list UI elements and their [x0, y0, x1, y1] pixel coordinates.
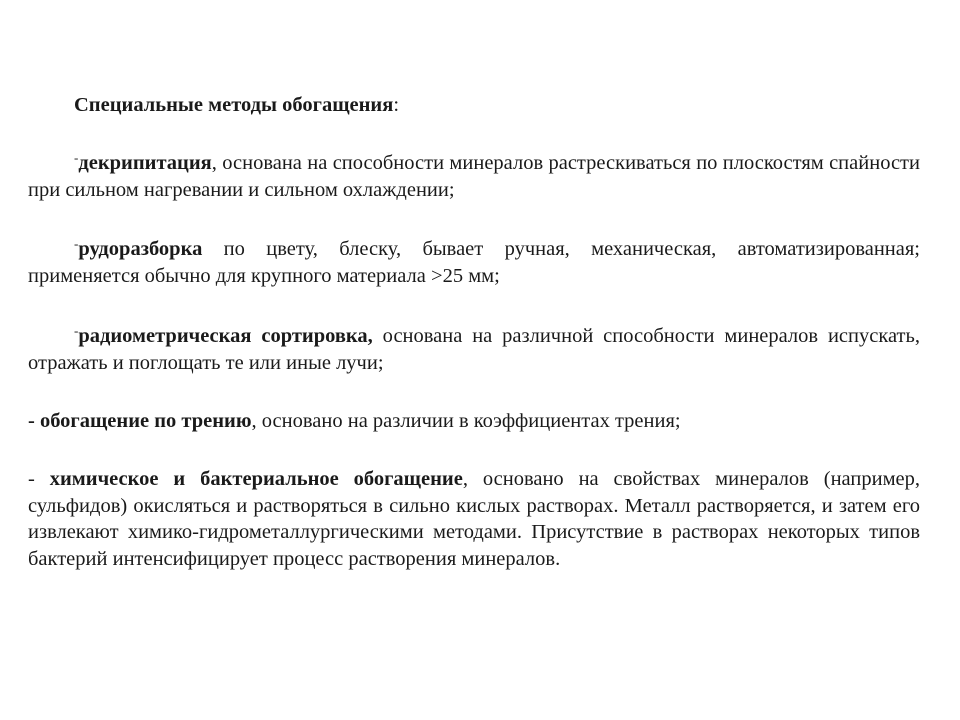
- method-radiometric-sorting: [28, 323, 920, 376]
- bullet-dash: -: [74, 323, 79, 338]
- slide-title: [74, 92, 399, 119]
- method-term: радиометрическая сортировка,: [78, 325, 373, 347]
- method-term: рудоразборка: [78, 238, 203, 260]
- method-ore-sorting: [28, 236, 920, 289]
- slide-title-colon: :: [393, 94, 400, 116]
- method-term: - обогащение по трению: [28, 410, 252, 432]
- method-term: химическое и бактериальное обогащение: [49, 468, 463, 490]
- method-chemical-bacterial: [28, 466, 920, 572]
- method-friction: [28, 408, 920, 435]
- method-description: , основана на способности минералов растрескиваться по плоскостям спайности при сильном нагревании и сильном охлаждении;: [28, 152, 920, 201]
- method-description: основана на различной способности минералов испускать, отражать и поглощать те или иные лучи;: [28, 325, 920, 374]
- method-decrepitation: [28, 150, 920, 203]
- method-term: декрипитация: [78, 152, 212, 174]
- method-description: по цвету, блеску, бывает ручная, механическая, автоматизированная; применяется обычно для крупного материала >25 мм;: [28, 238, 920, 287]
- method-description: , основано на различии в коэффициентах трения;: [251, 410, 681, 432]
- bullet-dash: -: [74, 236, 79, 251]
- method-description: , основано на свойствах минералов (например, сульфидов) окисляться и растворяться в сильно кислых растворах. Металл растворяется, и затем его извлекают химико-гидрометаллургическими методами. Присутствие в растворах некоторых типов бактерий интенсифицирует процесс растворения минералов.: [28, 468, 921, 570]
- bullet-dash: -: [28, 468, 50, 490]
- bullet-dash: -: [74, 150, 79, 165]
- slide-title-bold: Специальные методы обогащения: [74, 94, 394, 116]
